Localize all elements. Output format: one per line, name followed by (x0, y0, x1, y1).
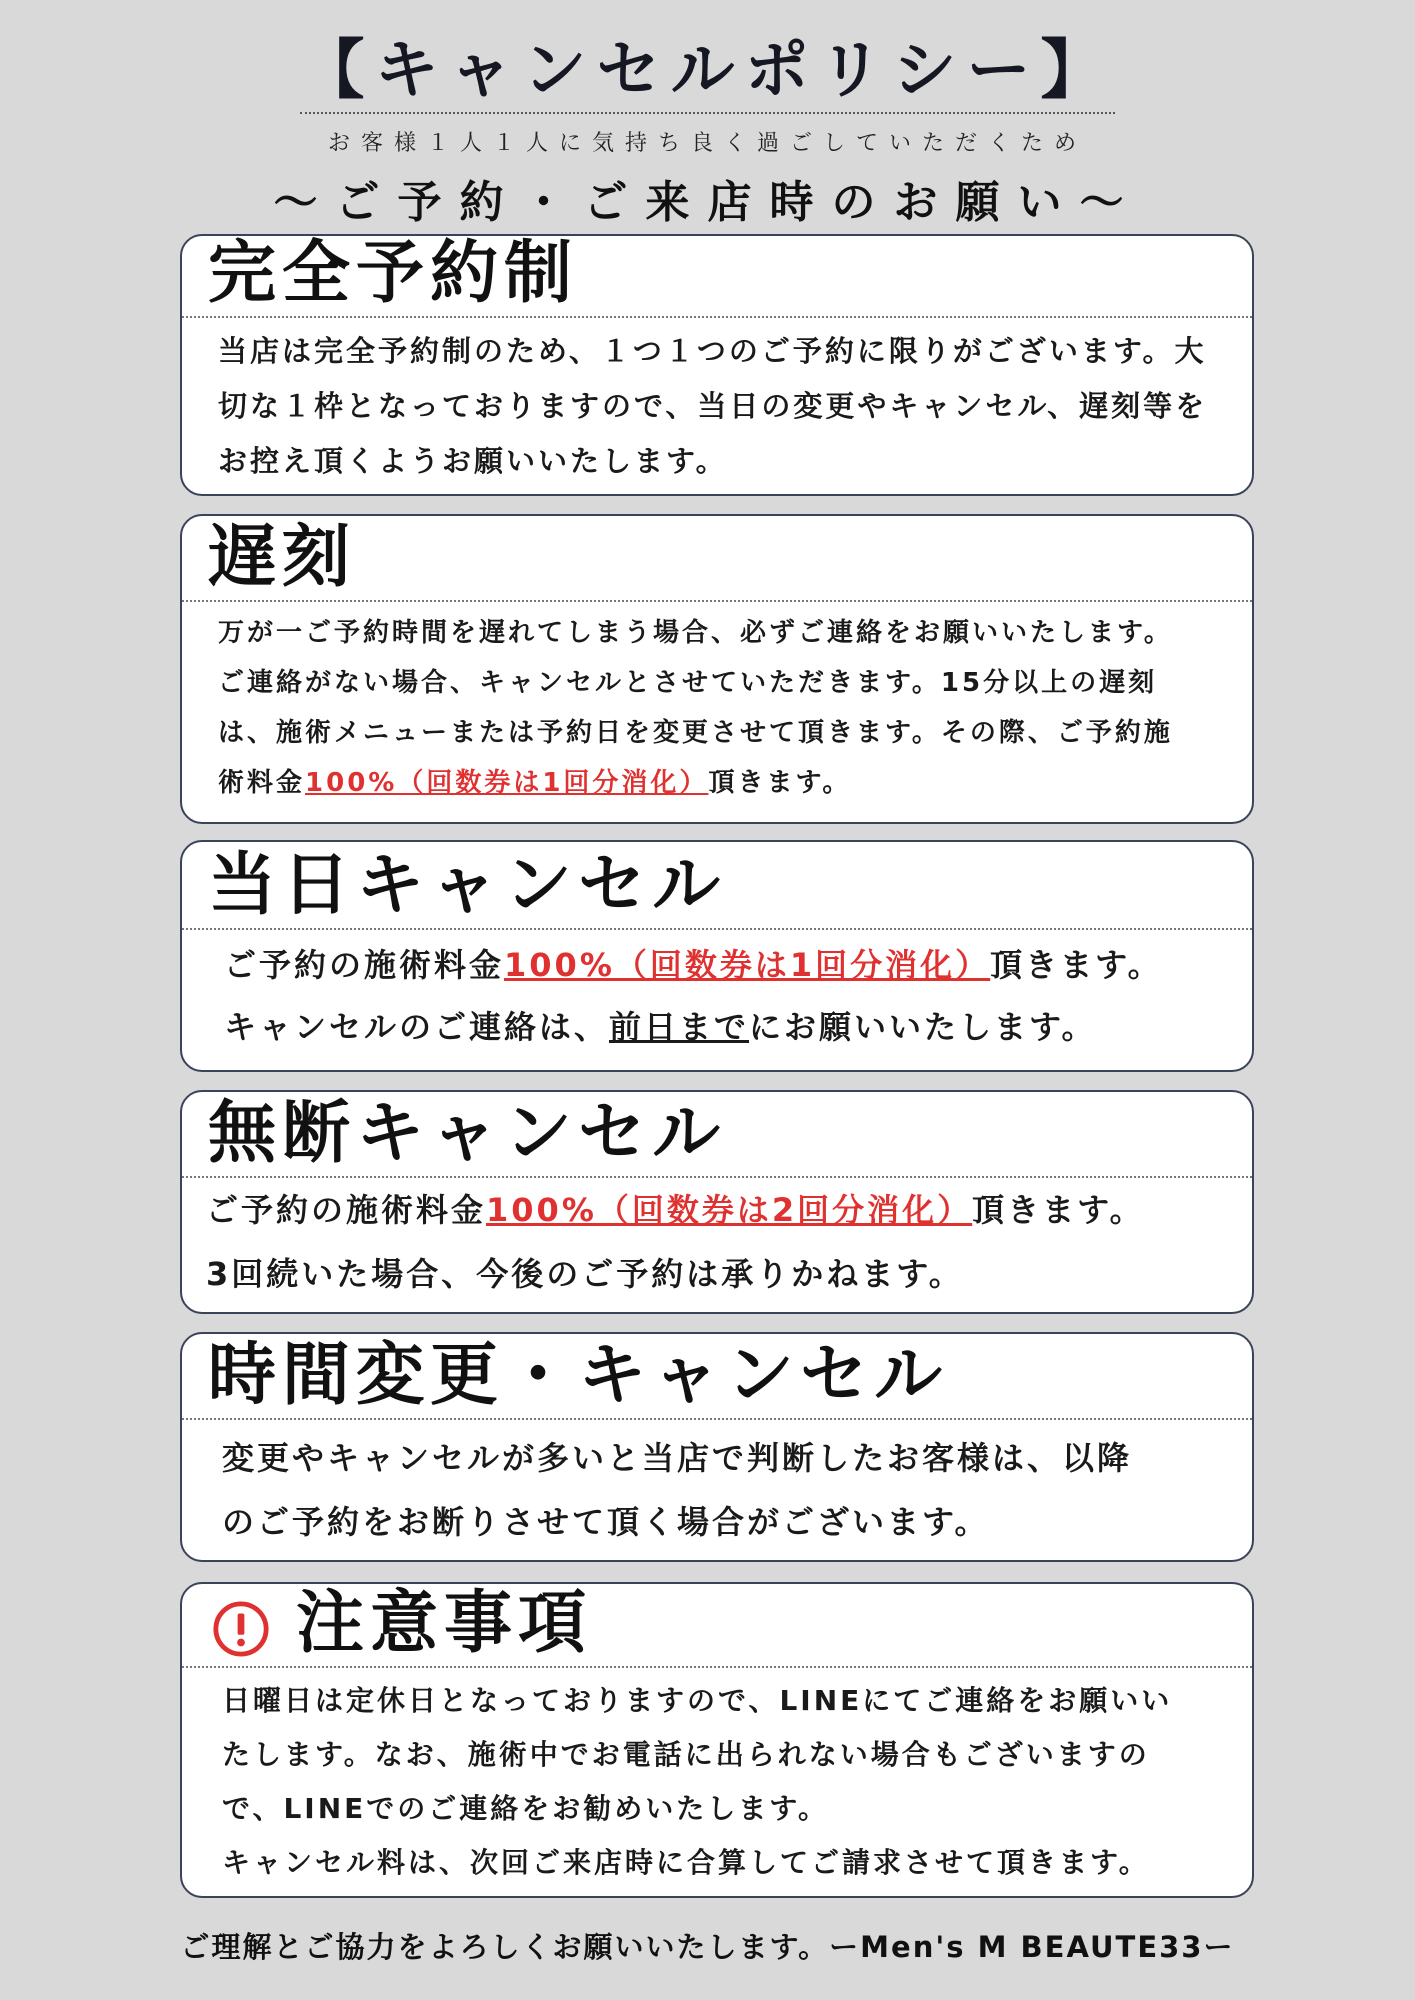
section-body (182, 1668, 1252, 1890)
text-line: お控え頂くようお願いいたします。 (218, 444, 728, 478)
text-line: 当店は完全予約制のため、１つ１つのご予約に限りがございます。大 (218, 334, 1207, 368)
text-segment: ご予約の施術料金 (224, 946, 505, 984)
section-body (182, 1420, 1252, 1554)
section-body (182, 318, 1252, 489)
text-line (224, 996, 1222, 1058)
deadline-underline: 前日まで (609, 1008, 750, 1046)
section-title: 当日キャンセル (208, 846, 727, 925)
section-title: 時間変更・キャンセル (208, 1336, 949, 1415)
text-segment: 頂きます。 (990, 946, 1163, 984)
section-late (180, 514, 1254, 824)
page-tagline: 〜ご予約・ご来店時のお願い〜 (273, 177, 1142, 228)
section-header (182, 516, 1252, 602)
text-segment: キャンセルのご連絡は、 (224, 1008, 610, 1046)
section-title: 注意事項 (296, 1584, 593, 1663)
text-line: 万が一ご予約時間を遅れてしまう場合、必ずご連絡をお願いいたします。 (218, 618, 1173, 648)
text-line: 切な１枠となっておりますので、当日の変更やキャンセル、遅刻等を (218, 389, 1208, 423)
text-line: のご予約をお断りさせて頂く場合がございます。 (222, 1503, 990, 1541)
text-segment: 頂きます。 (972, 1191, 1145, 1229)
section-no-show (180, 1090, 1254, 1314)
fee-highlight: 100%（回数券は1回分消化） (305, 768, 709, 798)
section-header (182, 1092, 1252, 1178)
section-change (180, 1332, 1254, 1562)
section-header (182, 842, 1252, 930)
text-segment: ご予約の施術料金 (206, 1191, 487, 1229)
text-line: 3回続いた場合、今後のご予約は承りかねます。 (206, 1255, 964, 1293)
text-line: で、LINEでのご連絡をお勧めいたします。 (222, 1792, 830, 1825)
text-line: たします。なお、施術中でお電話に出られない場合もございますの (222, 1738, 1150, 1771)
text-line: は、施術メニューまたは予約日を変更させて頂きます。その際、ご予約施 (218, 718, 1173, 748)
text-line (224, 934, 1222, 996)
section-header (182, 1584, 1252, 1668)
section-reservation (180, 234, 1254, 496)
text-line (218, 758, 1222, 808)
footer-text: ご理解とご協力をよろしくお願いいたします。ーMen's M BEAUTE33ー (180, 1930, 1235, 1964)
section-body (182, 1178, 1252, 1306)
section-title: 無断キャンセル (208, 1094, 727, 1173)
section-title: 遅刻 (208, 518, 357, 597)
exclamation-circle-icon (212, 1600, 270, 1658)
page-subtitle: お客様１人１人に気持ち良く過ごしていただくため (327, 131, 1087, 156)
text-line: 変更やキャンセルが多いと当店で判断したお客様は、以降 (222, 1439, 1133, 1477)
section-same-day (180, 840, 1254, 1072)
section-body (182, 602, 1252, 808)
text-line: キャンセル料は、次回ご来店時に合算してご請求させて頂きます。 (222, 1846, 1150, 1879)
fee-highlight: 100%（回数券は1回分消化） (504, 946, 991, 984)
text-segment: 術料金 (218, 768, 306, 798)
page-title: 【キャンセルポリシー】 (300, 30, 1115, 114)
fee-highlight: 100%（回数券は2回分消化） (486, 1191, 973, 1229)
text-line: 日曜日は定休日となっておりますので、LINEにてご連絡をお願いい (222, 1684, 1173, 1717)
section-header (182, 236, 1252, 318)
text-line: ご連絡がない場合、キャンセルとさせていただきます。15分以上の遅刻 (218, 668, 1158, 698)
section-body (182, 930, 1252, 1058)
section-title: 完全予約制 (208, 234, 579, 313)
section-notes (180, 1582, 1254, 1898)
text-segment: 頂きます。 (708, 768, 852, 798)
text-segment: にお願いいたします。 (749, 1008, 1097, 1046)
text-line (206, 1178, 1222, 1242)
section-header (182, 1334, 1252, 1420)
